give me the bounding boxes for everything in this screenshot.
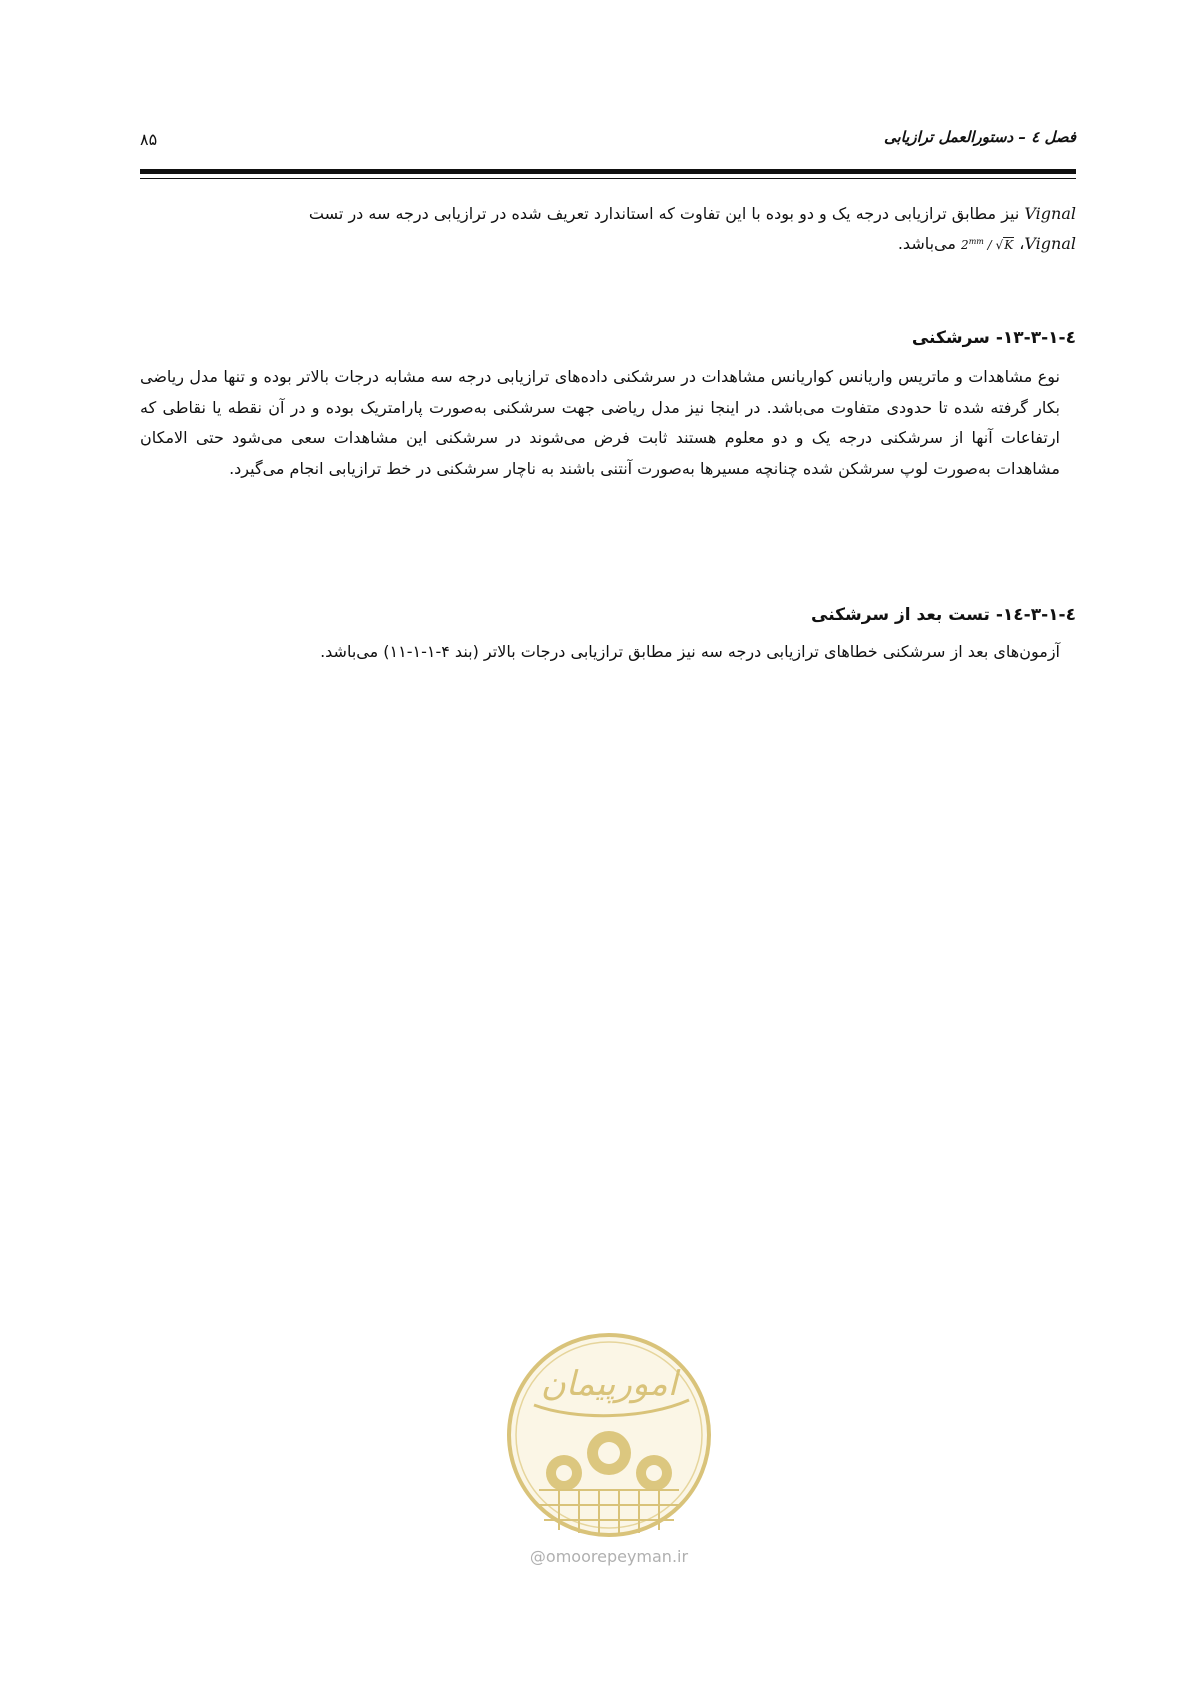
- intro-paragraph: [140, 200, 1076, 259]
- chapter-title: فصل ٤ – دستورالعمل ترازیابی: [883, 128, 1076, 146]
- watermark-url: @omoorepeyman.ir: [529, 1547, 689, 1566]
- section-13-body: [140, 362, 1076, 484]
- header-rule-thin: [140, 178, 1076, 179]
- latin-term: Vignal: [1024, 204, 1076, 223]
- intro-line2-end: می‌باشد.: [897, 234, 962, 253]
- logo-emblem-icon: [494, 1325, 724, 1555]
- intro-line1: نیز مطابق ترازیابی درجه یک و دو بوده با این تفاوت که استاندارد تعریف شده در ترازیابی درجه سه در تست: [308, 204, 1025, 223]
- logo-text: امورپیمان: [540, 1364, 678, 1404]
- latin-term-2: Vignal: [1024, 234, 1076, 253]
- section-14-body: [140, 638, 1076, 666]
- header-rule-thick: [140, 169, 1076, 174]
- section-14-paragraph: آزمون‌های بعد از سرشکنی خطاهای ترازیابی درجه سه نیز مطابق ترازیابی درجات بالاتر (بند ۴-۱-۱-۱۱) می‌باشد.: [320, 642, 1060, 661]
- page-header: [140, 128, 1076, 152]
- tolerance-formula: $2^{mm} / √K$: [961, 237, 1014, 252]
- section-13-heading: ٤-١-٣-١٣- سرشکنی: [911, 328, 1076, 348]
- watermark-logo: [494, 1325, 724, 1555]
- intro-separator: ،: [1014, 234, 1025, 253]
- page-number: ۸۵: [140, 130, 158, 149]
- section-13-paragraph: نوع مشاهدات و ماتریس واریانس کواریانس مشاهدات در سرشکنی داده‌های ترازیابی درجه سه مشابه درجات بالاتر بوده و تنها مدل ریاضی بکار گرفته شده تا حدودی متفاوت می‌باشد. در اینجا نیز مدل ریاضی جهت سرشکنی به‌صورت پارامتریک بوده و در آن نقطه یا نقاطی که ارتفاعات آنها از سرشکنی درجه یک و دو معلوم هستند ثابت فرض می‌شوند در سرشکنی این مشاهدات سعی می‌شود حتی الامکان مشاهدات به‌صورت لوپ سرشکن شده چنانچه مسیرها به‌صورت آنتنی باشند به ناچار سرشکنی در خط ترازیابی انجام می‌گیرد.: [140, 367, 1060, 478]
- section-14-heading: ٤-١-٣-١٤- تست بعد از سرشکنی: [811, 605, 1076, 625]
